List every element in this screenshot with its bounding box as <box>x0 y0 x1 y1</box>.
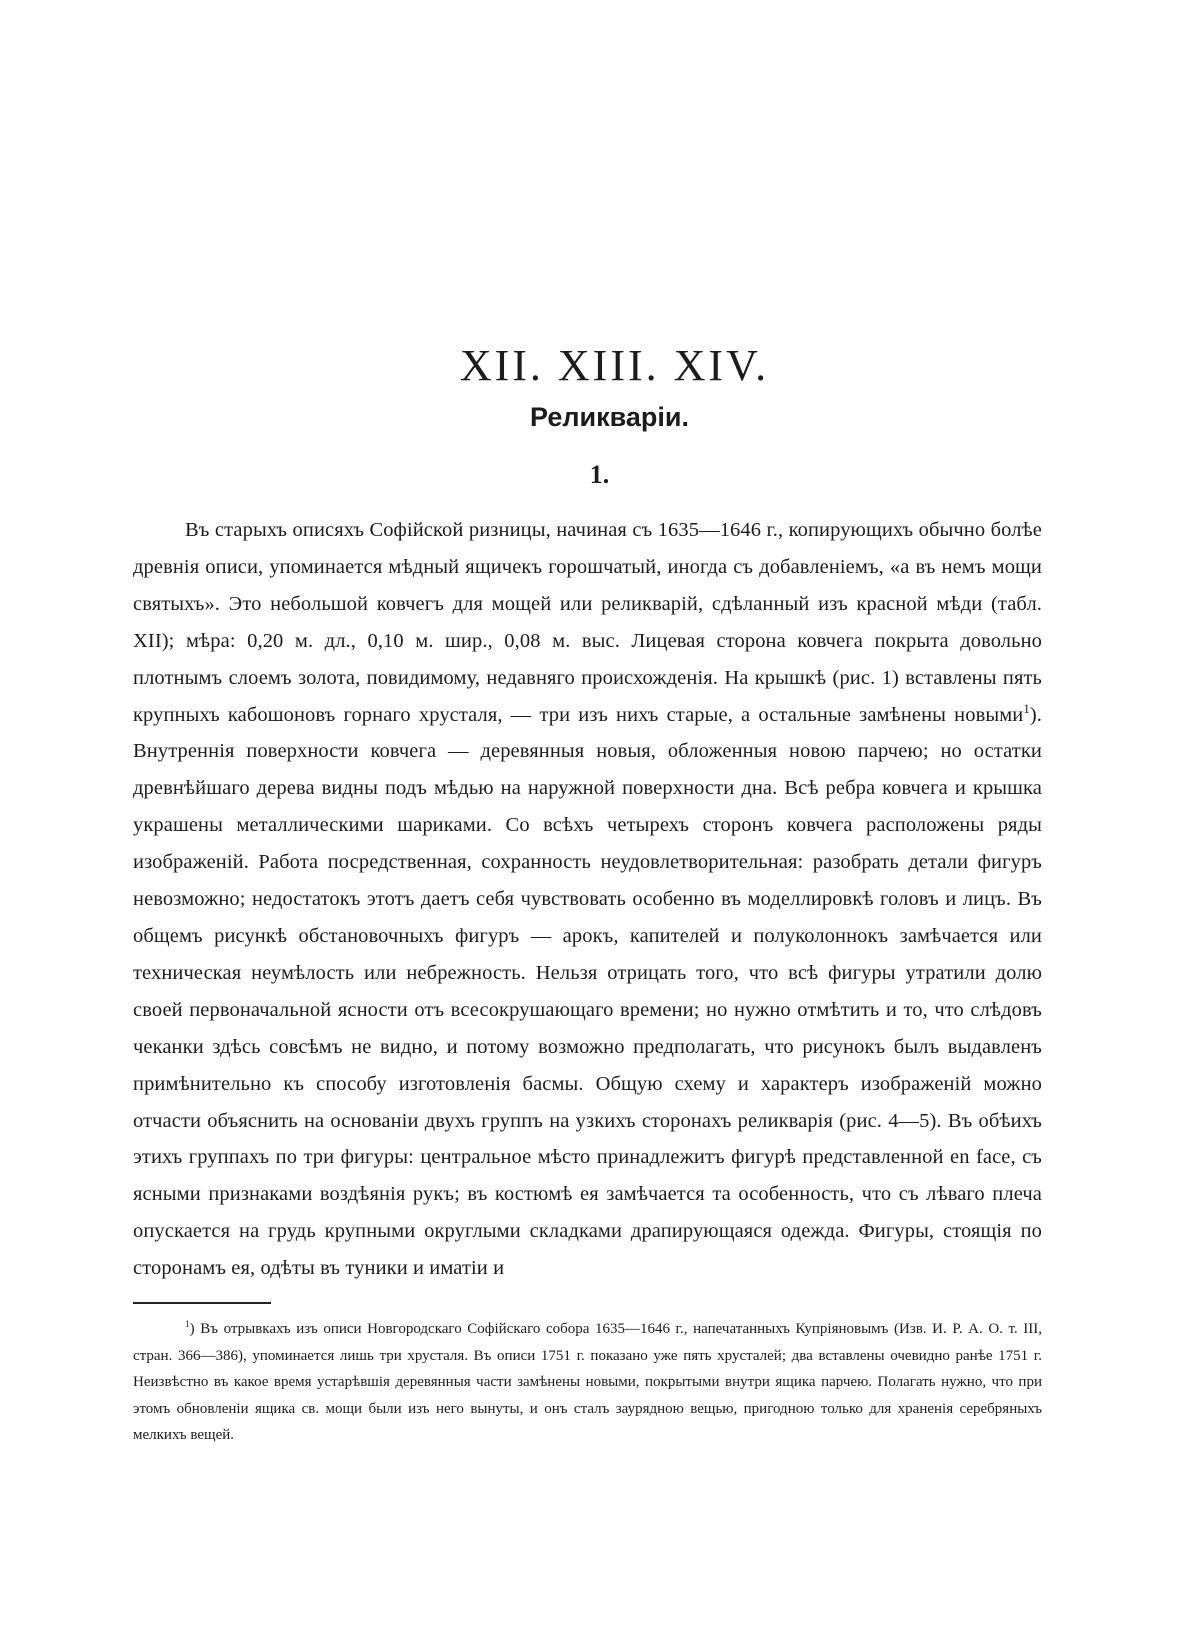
section-number: 1. <box>589 460 610 489</box>
footnote-divider <box>133 1302 271 1304</box>
footnote-text: ) Въ отрывкахъ изъ описи Новгородскаго Софiйскаго собора 1635—1646 г., напечатанныхъ Купрiяновымъ (Изв. И. Р. А. О. т. III, стран. 366—386), упоминается лишь три хрусталя. Въ описи 1751 г. показано уже пять хрусталей; два вставлены очевидно ранѣе 1751 г. Неизвѣстно въ какое время устарѣвшiя деревянныя части замѣнены новыми, покрытыми внутри ящика парчею. Полагать нужно, что при этомъ обновленiи ящика св. мощи были изъ него вынуты, и онъ сталъ заурядною вещью, пригодною только для храненiя серебряныхъ мелкихъ вещей. <box>133 1321 1042 1443</box>
chapter-numerals: XII. XIII. XIV. <box>459 341 770 390</box>
body-text-part-1: Въ старыхъ описяхъ Софiйской ризницы, начиная съ 1635—1646 г., копирующихъ обычно болѣе древнiя описи, упоминается мѣдный ящичекъ горошчатый, иногда съ добавленiемъ, «а въ немъ мощи святыхъ». Это небольшой ковчегъ для мощей или реликварiй, сдѣланный изъ красной мѣди (табл. XII); мѣра: 0,20 м. дл., 0,10 м. шир., 0,08 м. выс. Лицевая сторона ковчега покрыта довольно плотнымъ слоемъ золота, повидимому, недавняго происхожденiя. На крышкѣ (рис. 1) вставлены пять крупныхъ кабошоновъ горнаго хрусталя, — три изъ нихъ старые, а остальные замѣнены новыми <box>133 519 1042 726</box>
footnote-marker: 1 <box>185 1320 190 1330</box>
body-text-part-2: ). Внутреннiя поверхности ковчега — деревянныя новыя, обложенныя новою парчею; но остатки древнѣйшаго дерева видны подъ мѣдью на наружной поверхности дна. Всѣ ребра ковчега и крышка украшены металлическими шариками. Со всѣхъ четырехъ сторонъ ковчега расположены ряды изображенiй. Работа посредственная, сохранность неудовлетворительная: разобрать детали фигуръ невозможно; недостатокъ этотъ даетъ себя чувствовать особенно въ моделлировкѣ головъ и лицъ. Въ общемъ рисункѣ обстановочныхъ фигуръ — арокъ, капителей и полуколоннокъ замѣчается или техническая неумѣлость или небрежность. Нельзя отрицать того, что всѣ фигуры утратили долю своей первоначальной ясности отъ всесокрушающаго времени; но нужно отмѣтить и то, что слѣдовъ чеканки здѣсь совсѣмъ не видно, и потому возможно предполагать, что рисунокъ былъ выдавленъ примѣнительно къ способу изготовленiя басмы. Общую схему и характеръ изображенiй можно отчасти объяснить на основанiи двухъ группъ на узкихъ сторонахъ реликварiя (рис. 4—5). Въ обѣихъ этихъ группахъ по три фигуры: центральное мѣсто принадлежитъ фигурѣ представленной en face, съ ясными признаками воздѣянiя рукъ; въ костюмѣ ея замѣчается та особенность, что съ лѣваго плеча опускается на грудь крупными округлыми складками драпирующаяся одежда. Фигуры, стоящiя по сторонамъ ея, одѣты въ туники и иматiи и <box>133 703 1042 1280</box>
footnote-reference[interactable]: 1 <box>1023 701 1030 716</box>
body-paragraph <box>133 512 1042 1287</box>
footnote <box>133 1316 1042 1449</box>
chapter-title: Реликварiи. <box>530 402 689 432</box>
